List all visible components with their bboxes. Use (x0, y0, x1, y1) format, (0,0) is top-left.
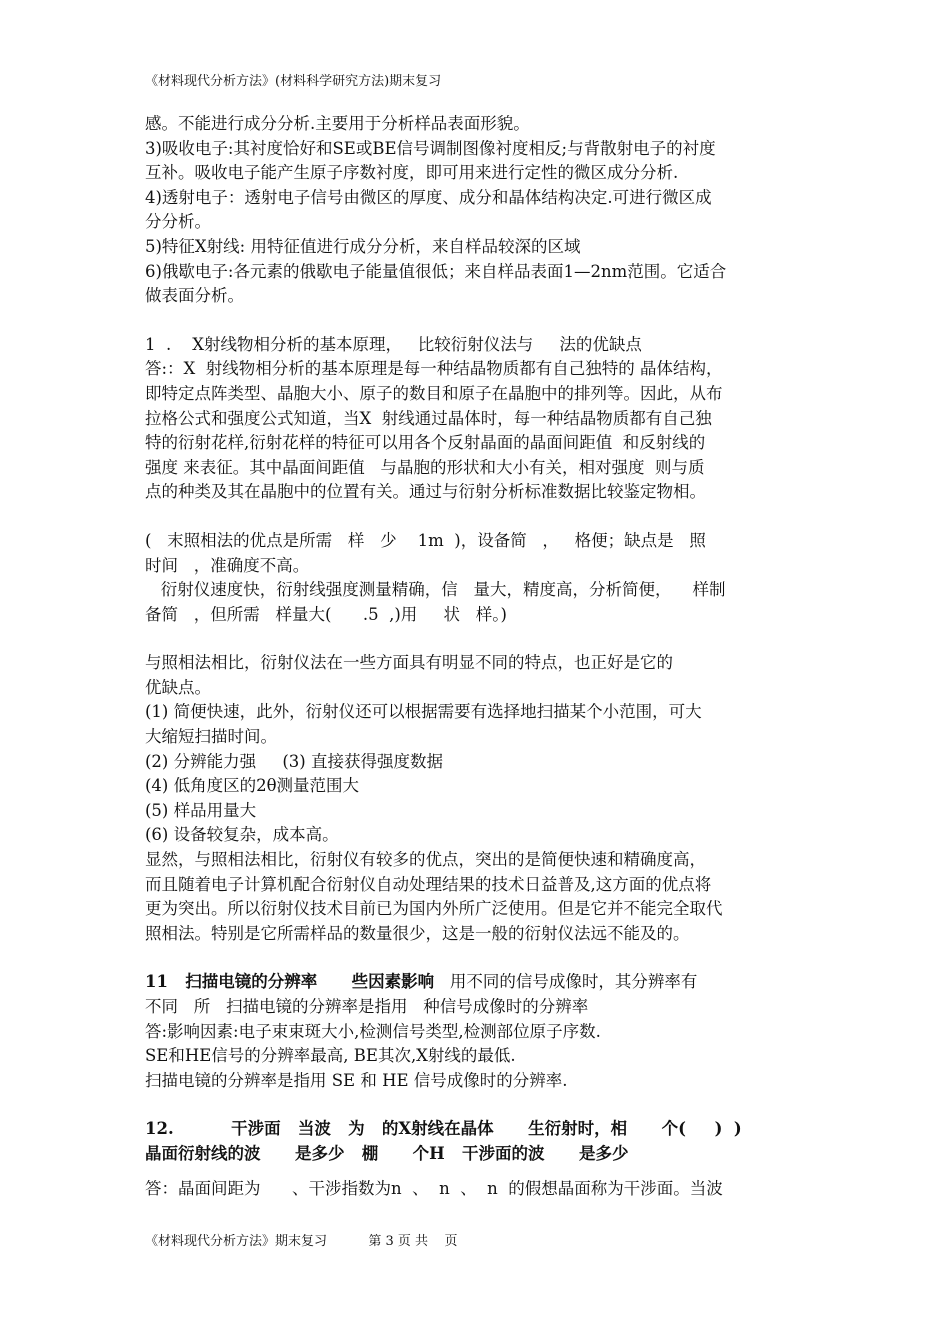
question-title-bold: 11 扫描电镜的分辨率 些因素影响 (145, 972, 435, 992)
page-number: 第 3 页 共 页 (368, 1234, 458, 1249)
text-line: 答:影响因素:电子束束斑大小,检测信号类型,检测部位原子序数. (145, 1021, 601, 1041)
text-line: 时间 ，准确度不高。 (145, 555, 310, 575)
text-line: 特的衍射花样,衍射花样的特征可以用各个反射晶面的晶面间距值 和反射线的 (145, 433, 706, 453)
list-item: (6) 设备较复杂，成本高。 (145, 825, 339, 845)
text-line: 即特定点阵类型、晶胞大小、原子的数目和原子在晶胞中的排列等。因此，从布 (145, 383, 723, 403)
list-item: (2) 分辨能力强 (3) 直接获得强度数据 (145, 751, 443, 771)
question-title-rest: 用不同的信号成像时，其分辨率有 (434, 972, 698, 992)
text-line: 衍射仪速度快，衍射线强度测量精确，信 量大，精度高，分析简便， 样制 (145, 580, 726, 600)
text-line: 强度 来表征。其中晶面间距值 与晶胞的形状和大小有关，相对强度 则与质 (145, 457, 705, 477)
text-line: 显然，与照相法相比，衍射仪有较多的优点，突出的是简便快速和精确度高， (145, 850, 706, 870)
text-line: 6)俄歇电子:各元素的俄歇电子能量值很低；来自样品表面1—2nm范围。它适合 (145, 261, 727, 281)
text-line: 优缺点。 (145, 677, 211, 697)
text-line: SE和HE信号的分辨率最高, BE其次,X射线的最低. (145, 1046, 516, 1066)
page-footer (145, 1230, 645, 1249)
text-line: 而且随着电子计算机配合衍射仪自动处理结果的技术日益普及,这方面的优点将 (145, 874, 712, 894)
text-line: 做表面分析。 (145, 286, 244, 306)
text-line: 4)透射电子：透射电子信号由微区的厚度、成分和晶体结构决定.可进行微区成 (145, 187, 712, 207)
list-item: (5) 样品用量大 (145, 800, 257, 820)
list-item: (1) 简便快速，此外，衍射仪还可以根据需要有选择地扫描某个小范围，可大 (145, 702, 702, 722)
document-body (145, 112, 825, 1201)
text-line: 分分析。 (145, 212, 211, 232)
text-line: 与照相法相比，衍射仪法在一些方面具有明显不同的特点，也正好是它的 (145, 653, 673, 673)
text-line: 扫描电镜的分辨率是指用 SE 和 HE 信号成像时的分辨率. (145, 1070, 568, 1090)
text-line: 大缩短扫描时间。 (145, 727, 277, 747)
question-title: 晶面衍射线的波 是多少 棚 个H 干涉面的波 是多少 (145, 1143, 629, 1163)
text-line: 答:：X 射线物相分析的基本原理是每一种结晶物质都有自己独特的 晶体结构， (145, 359, 723, 379)
text-line: 感。不能进行成分分析.主要用于分析样品表面形貌。 (145, 114, 530, 133)
text-line: 互补。吸收电子能产生原子序数衬度，即可用来进行定性的微区成分分析. (145, 163, 679, 183)
text-line: ( 末照相法的优点是所需 样 少 1m )，设备简 ， 格便；缺点是 照 (145, 530, 706, 550)
text-line: 答：晶面间距为 、干涉指数为n 、 n 、 n 的假想晶面称为干涉面。当波 (145, 1178, 723, 1198)
text-line: 拉格公式和强度公式知道，当X 射线通过晶体时，每一种结晶物质都有自己独 (145, 408, 712, 428)
text-line: 点的种类及其在晶胞中的位置有关。通过与衍射分析标准数据比较鉴定物相。 (145, 482, 706, 502)
question-title (145, 970, 825, 995)
text-line: 照相法。特别是它所需样品的数量很少，这是一般的衍射仪法远不能及的。 (145, 923, 690, 943)
footer-title: 《材料现代分析方法》期末复习 (145, 1234, 328, 1249)
question-title: 不同 所 扫描电镜的分辨率是指用 种信号成像时的分辨率 (145, 997, 589, 1016)
question-title (145, 1117, 825, 1142)
question-title: 1 . X射线物相分析的基本原理， 比较衍射仪法与 法的优缺点 (145, 334, 642, 354)
page-header: 《材料现代分析方法》(材料科学研究方法)期末复习 (145, 74, 442, 89)
question-title-bold: 12. 干涉面 当波 为 (145, 1119, 365, 1139)
question-title-rest: 的X射线在晶体 生衍射时，相 个( ) ) (364, 1119, 742, 1139)
text-line: 5)特征X射线: 用特征值进行成分分析，来自样品较深的区域 (145, 236, 581, 256)
text-line: 备简 ，但所需 样量大( .5 ,)用 状 样。) (145, 604, 507, 624)
text-line: 更为突出。所以衍射仪技术目前已为国内外所广泛使用。但是它并不能完全取代 (145, 899, 723, 919)
list-item: (4) 低角度区的2θ测量范围大 (145, 776, 360, 796)
text-line: 3)吸收电子:其衬度恰好和SE或BE信号调制图像衬度相反;与背散射电子的衬度 (145, 138, 716, 158)
